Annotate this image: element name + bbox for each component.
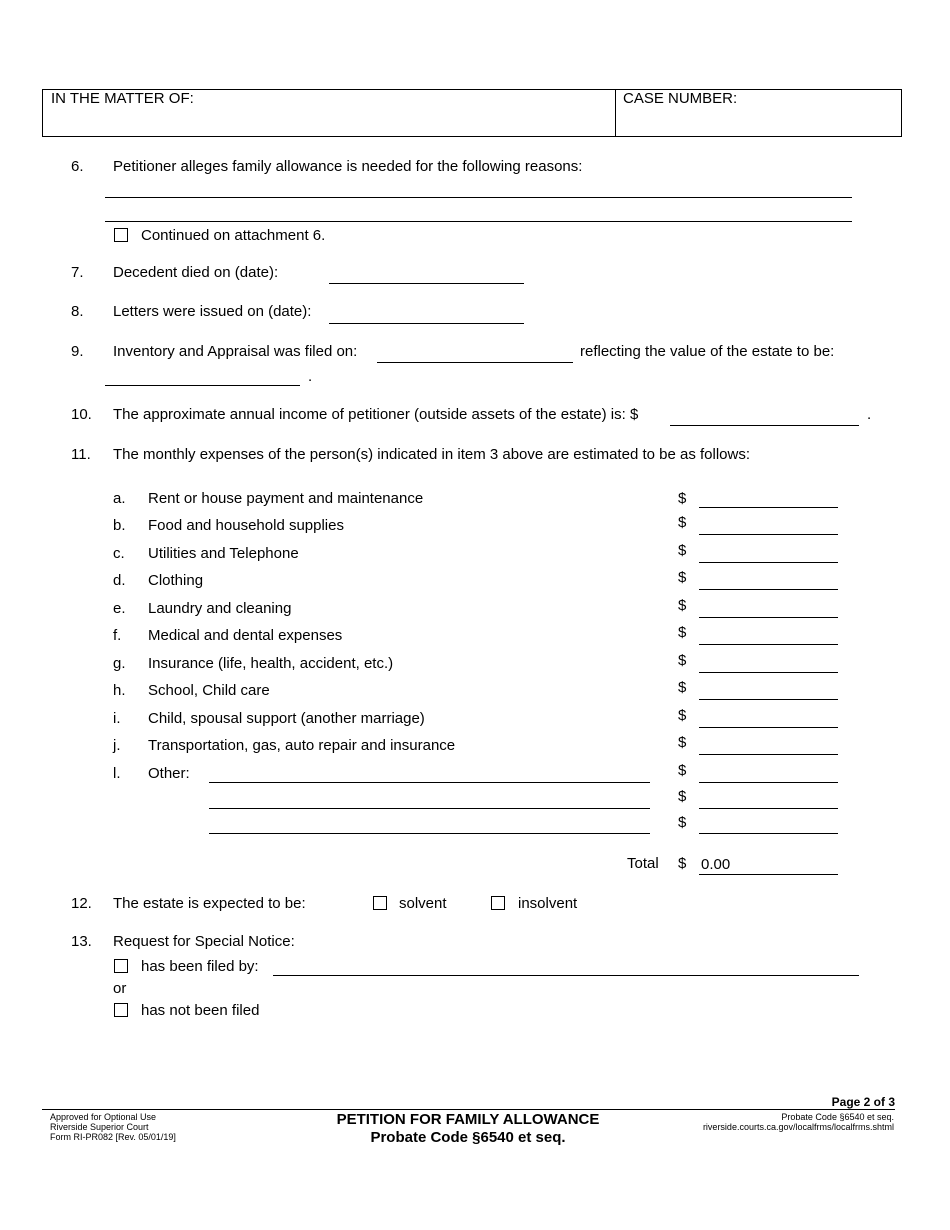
expense-input-other-3[interactable] [699, 818, 838, 834]
inventory-filed-date-input[interactable] [377, 347, 573, 363]
annual-income-input[interactable] [670, 410, 859, 426]
other-expense-description-2[interactable] [209, 793, 650, 809]
dollar-sign: $ [678, 707, 687, 724]
expense-letter: g. [113, 655, 126, 672]
expense-input-laundry[interactable] [699, 602, 838, 618]
dollar-sign: $ [678, 814, 687, 831]
expense-input-clothing[interactable] [699, 574, 838, 590]
item-9-text: Inventory and Appraisal was filed on: [113, 343, 358, 360]
matter-input[interactable] [50, 110, 609, 134]
expense-input-school[interactable] [699, 684, 838, 700]
item-6-text: Petitioner alleges family allowance is needed for the following reasons: [113, 158, 583, 175]
expense-label: Transportation, gas, auto repair and insurance [148, 737, 456, 754]
expense-letter: h. [113, 682, 126, 699]
expense-label: Clothing [148, 572, 204, 589]
item-6-reason-line-2[interactable] [105, 206, 852, 222]
dollar-sign: $ [678, 542, 687, 559]
dollar-sign: $ [678, 652, 687, 669]
dollar-sign: $ [678, 490, 687, 507]
item-13-text: Request for Special Notice: [113, 933, 295, 950]
other-expense-description-3[interactable] [209, 818, 650, 834]
item-10-number: 10. [71, 406, 92, 423]
notice-not-filed-checkbox[interactable] [114, 1003, 128, 1017]
attachment-6-checkbox[interactable] [114, 228, 128, 242]
expense-label: Rent or house payment and maintenance [148, 490, 424, 507]
expense-input-utilities[interactable] [699, 547, 838, 563]
expense-letter: e. [113, 600, 126, 617]
item-13-number: 13. [71, 933, 92, 950]
expense-input-other-1[interactable] [699, 767, 838, 783]
solvent-checkbox[interactable] [373, 896, 387, 910]
dollar-sign: $ [678, 624, 687, 641]
dollar-sign: $ [678, 597, 687, 614]
item-10-text: The approximate annual income of petitioner (outside assets of the estate) is: $ [113, 406, 639, 423]
footer-right-line-1: Probate Code §6540 et seq. [781, 1112, 894, 1122]
expense-input-rent[interactable] [699, 492, 838, 508]
notice-filed-checkbox[interactable] [114, 959, 128, 973]
or-label: or [113, 980, 127, 997]
expense-label: Insurance (life, health, accident, etc.) [148, 655, 394, 672]
estate-value-input[interactable] [105, 370, 300, 386]
footer-left-line-1: Approved for Optional Use [50, 1112, 157, 1122]
total-value: 0.00 [699, 857, 838, 875]
expense-letter: c. [113, 545, 125, 562]
decedent-death-date-input[interactable] [329, 268, 524, 284]
other-expense-description-1[interactable] [209, 767, 650, 783]
footer-left-line-2: Riverside Superior Court [50, 1122, 149, 1132]
item-6-reason-line-1[interactable] [105, 182, 852, 198]
expense-label: Medical and dental expenses [148, 627, 343, 644]
expense-label: Child, spousal support (another marriage) [148, 710, 425, 727]
expense-label: Food and household supplies [148, 517, 344, 534]
matter-label: IN THE MATTER OF: [51, 90, 194, 107]
item-12-text: The estate is expected to be: [113, 895, 306, 912]
dollar-sign: $ [678, 788, 687, 805]
item-12-number: 12. [71, 895, 92, 912]
expense-label: Other: [148, 765, 190, 782]
notice-filed-label: has been filed by: [141, 958, 259, 975]
item-7-text: Decedent died on (date): [113, 264, 279, 281]
expense-label: Utilities and Telephone [148, 545, 299, 562]
footer-right-line-2: riverside.courts.ca.gov/localfrms/localfrms.shtml [702, 1122, 894, 1132]
expense-input-support[interactable] [699, 712, 838, 728]
expense-letter: d. [113, 572, 126, 589]
item-8-text: Letters were issued on (date): [113, 303, 312, 320]
item-9-period: . [308, 368, 313, 385]
dollar-sign: $ [678, 569, 687, 586]
expense-letter: f. [113, 627, 122, 644]
item-7-number: 7. [71, 264, 84, 281]
expense-input-other-2[interactable] [699, 793, 838, 809]
expense-label: School, Child care [148, 682, 270, 699]
letters-issued-date-input[interactable] [329, 308, 524, 324]
notice-filed-by-input[interactable] [273, 960, 859, 976]
expense-input-insurance[interactable] [699, 657, 838, 673]
item-11-number: 11. [71, 446, 91, 463]
expense-input-transportation[interactable] [699, 739, 838, 755]
expense-letter: j. [113, 737, 121, 754]
dollar-sign: $ [678, 734, 687, 751]
footer-left-line-3: Form RI-PR082 [Rev. 05/01/19] [50, 1132, 176, 1142]
insolvent-label: insolvent [518, 895, 578, 912]
expense-letter: i. [113, 710, 121, 727]
expense-input-food[interactable] [699, 519, 838, 535]
page-number: Page 2 of 3 [831, 1095, 895, 1109]
solvent-label: solvent [399, 895, 447, 912]
expense-label: Laundry and cleaning [148, 600, 292, 617]
form-subtitle: Probate Code §6540 et seq. [370, 1129, 566, 1146]
total-label: Total [627, 855, 659, 872]
expense-input-medical[interactable] [699, 629, 838, 645]
expense-letter: b. [113, 517, 126, 534]
dollar-sign: $ [678, 762, 687, 779]
item-10-period: . [867, 406, 872, 423]
item-9-number: 9. [71, 343, 84, 360]
case-number-label: CASE NUMBER: [623, 90, 738, 107]
item-9-text-2: reflecting the value of the estate to be: [580, 343, 835, 360]
total-dollar-sign: $ [678, 855, 687, 872]
item-11-text: The monthly expenses of the person(s) indicated in item 3 above are estimated to be as follows: [113, 446, 751, 463]
footer-rule [42, 1109, 895, 1110]
form-title: PETITION FOR FAMILY ALLOWANCE [336, 1111, 600, 1128]
item-8-number: 8. [71, 303, 84, 320]
dollar-sign: $ [678, 514, 687, 531]
dollar-sign: $ [678, 679, 687, 696]
attachment-6-label: Continued on attachment 6. [141, 227, 326, 244]
notice-not-filed-label: has not been filed [141, 1002, 260, 1019]
expense-letter: a. [113, 490, 126, 507]
case-header-divider [615, 89, 616, 137]
item-6-number: 6. [71, 158, 84, 175]
expense-letter: l. [113, 765, 121, 782]
case-number-input[interactable] [622, 110, 898, 134]
insolvent-checkbox[interactable] [491, 896, 505, 910]
